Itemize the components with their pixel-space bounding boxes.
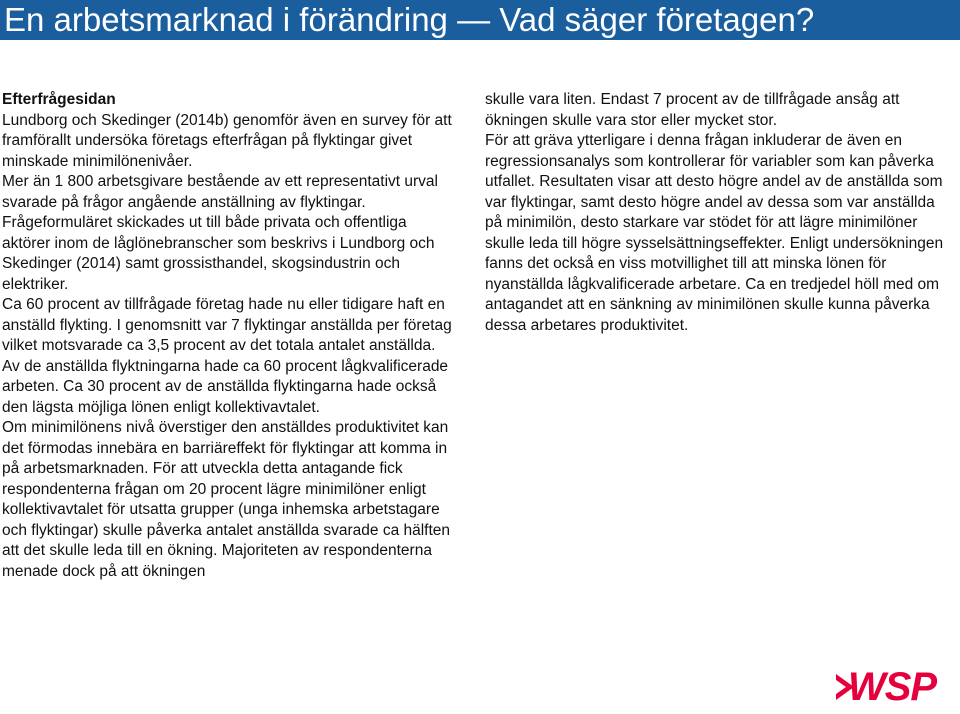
right-column <box>485 90 945 336</box>
paragraph: Om minimilönens nivå överstiger den anställdes produktivitet kan det förmodas innebära en barriäreffekt för flyktingar att komma in på arbetsmarknaden. För att utveckla detta antagande fick respondenterna frågan om 20 procent lägre minimilöner enligt kollektivavtalet för utsatta grupper (unga inhemska arbetstagare och flyktingar) skulle påverka antalet anställda svarade ca hälften att det skulle leda till en ökning. Majoriteten av respondenterna menade dock på att ökningen <box>2 419 451 580</box>
paragraph: Frågeformuläret skickades ut till både privata och offentliga aktörer inom de låglönebranscher som beskrivs i Lundborg och Skedinger (2014) samt grossisthandel, skogsindustrin och elektriker. <box>2 214 435 293</box>
paragraph: Mer än 1 800 arbetsgivare bestående av ett representativt urval svarade på frågor angående anställning av flyktingar. <box>2 173 438 211</box>
page-title: En arbetsmarknad i förändring — Vad säger företagen? <box>4 1 815 38</box>
paragraph: För att gräva ytterligare i denna frågan inkluderar de även en regressionsanalys som kontrollerar för variabler som kan påverka utfallet. Resultaten visar att desto högre andel av de anställda som var flyktingar, samt desto högre andel av dessa som var anställda på minimilön, desto starkare var stödet för att lägre minimilöner skulle leda till högre sysselsättningseffekter. Enligt undersökningen fanns det också en viss motvillighet till att minska lönen för nyanställda lågkvalificerade arbetare. Ca en tredjedel höll med om antagandet att en sänkning av minimilönen skulle kunna påverka dessa arbetares produktivitet. <box>485 132 944 334</box>
wsp-logo: WSP <box>848 665 937 709</box>
paragraph: skulle vara liten. Endast 7 procent av de tillfrågade ansåg att ökningen skulle vara stor eller mycket stor. <box>485 91 900 129</box>
title-bar <box>0 0 960 40</box>
left-column <box>2 90 454 582</box>
section-heading: Efterfrågesidan <box>2 91 116 108</box>
paragraph: Ca 60 procent av tillfrågade företag hade nu eller tidigare haft en anställd flykting. I genomsnitt var 7 flyktingar anställda per företag vilket motsvarade ca 3,5 procent av det totala antalet anställda. Av de anställda flyktningarna hade ca 60 procent lågkvalificerade arbeten. Ca 30 procent av de anställda flyktingarna hade också den lägsta möjliga lönen enligt kollektivavtalet. <box>2 296 452 416</box>
paragraph: Lundborg och Skedinger (2014b) genomför även en survey för att framförallt undersöka företags efterfrågan på flyktingar givet minskade minimilönenivåer. <box>2 111 452 170</box>
